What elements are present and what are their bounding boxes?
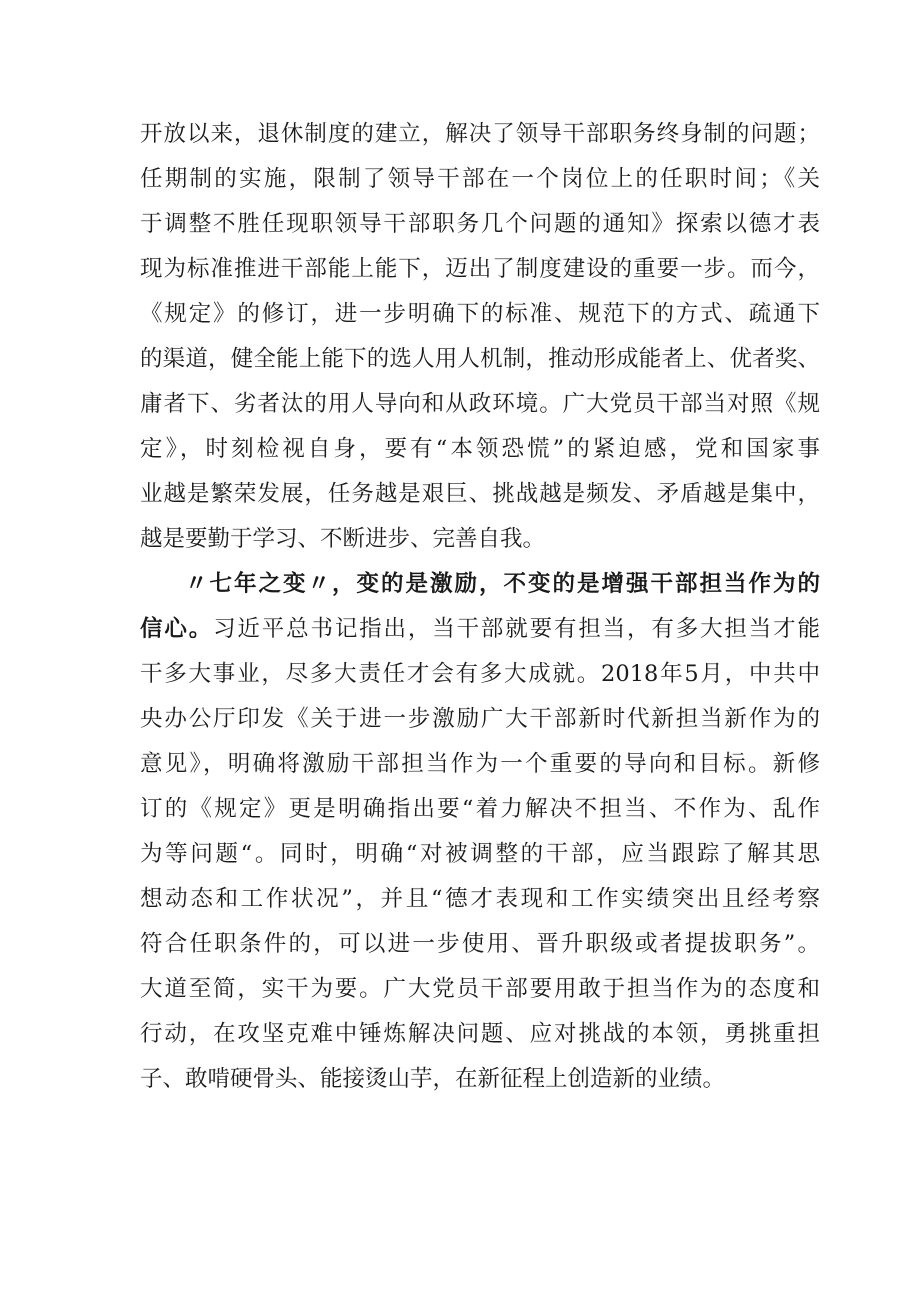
- paragraph-heading-end: 信心。: [140, 616, 214, 642]
- paragraph-line: 《规定》的修订，进一步明确下的标准、规范下的方式、疏通下: [140, 301, 820, 327]
- paragraph-2: [140, 562, 820, 1102]
- paragraph-text: 习近平总书记指出，当干部就要有担当，有多大担当才能: [213, 616, 820, 642]
- paragraph-line: 符合任职条件的，可以进一步使用、晋升职级或者提拔职务”。: [140, 931, 820, 957]
- paragraph-line: [140, 607, 820, 652]
- paragraph-heading: 〃七年之变〃，变的是激励，不变的是增强干部担当作为的: [185, 571, 820, 597]
- paragraph-line: 意见》，明确将激励干部担当作为一个重要的导向和目标。新修: [140, 751, 820, 777]
- paragraph-line: 为等问题“。同时，明确“对被调整的干部，应当跟踪了解其思: [140, 841, 820, 867]
- paragraph-line: 庸者下、劣者汰的用人导向和从政环境。广大党员干部当对照《规: [140, 391, 820, 417]
- paragraph-line: 想动态和工作状况”，并且“德才表现和工作实绩突出且经考察: [140, 886, 820, 912]
- body-text: [140, 112, 820, 1102]
- paragraph-1: [140, 112, 820, 562]
- paragraph-line: 业越是繁荣发展，任务越是艰巨、挑战越是频发、矛盾越是集中，: [140, 481, 820, 507]
- paragraph-line: 大道至简，实干为要。广大党员干部要用敢于担当作为的态度和: [140, 976, 820, 1002]
- paragraph-line: 的渠道，健全能上能下的选人用人机制，推动形成能者上、优者奖、: [140, 346, 820, 372]
- paragraph-line: 行动，在攻坚克难中锤炼解决问题、应对挑战的本领，勇挑重担: [140, 1021, 820, 1047]
- paragraph-line: 订的《规定》更是明确指出要“着力解决不担当、不作为、乱作: [140, 796, 820, 822]
- paragraph-line: 开放以来，退休制度的建立，解决了领导干部职务终身制的问题；: [140, 121, 820, 147]
- paragraph-line: 任期制的实施，限制了领导干部在一个岗位上的任职时间；《关: [140, 166, 820, 192]
- paragraph-line: 定》，时刻检视自身，要有“本领恐慌”的紧迫感，党和国家事: [140, 436, 820, 462]
- paragraph-line: 央办公厅印发《关于进一步激励广大干部新时代新担当新作为的: [140, 706, 820, 732]
- paragraph-line: 子、敢啃硬骨头、能接烫山芋，在新征程上创造新的业绩。: [140, 1066, 726, 1092]
- paragraph-line: 干多大事业，尽多大责任才会有多大成就。2018年5月，中共中: [140, 661, 820, 687]
- paragraph-line: 于调整不胜任现职领导干部职务几个问题的通知》探索以德才表: [140, 211, 820, 237]
- paragraph-line: 现为标准推进干部能上能下，迈出了制度建设的重要一步。而今，: [140, 256, 820, 282]
- paragraph-line: 越是要勤于学习、不断进步、完善自我。: [140, 526, 546, 552]
